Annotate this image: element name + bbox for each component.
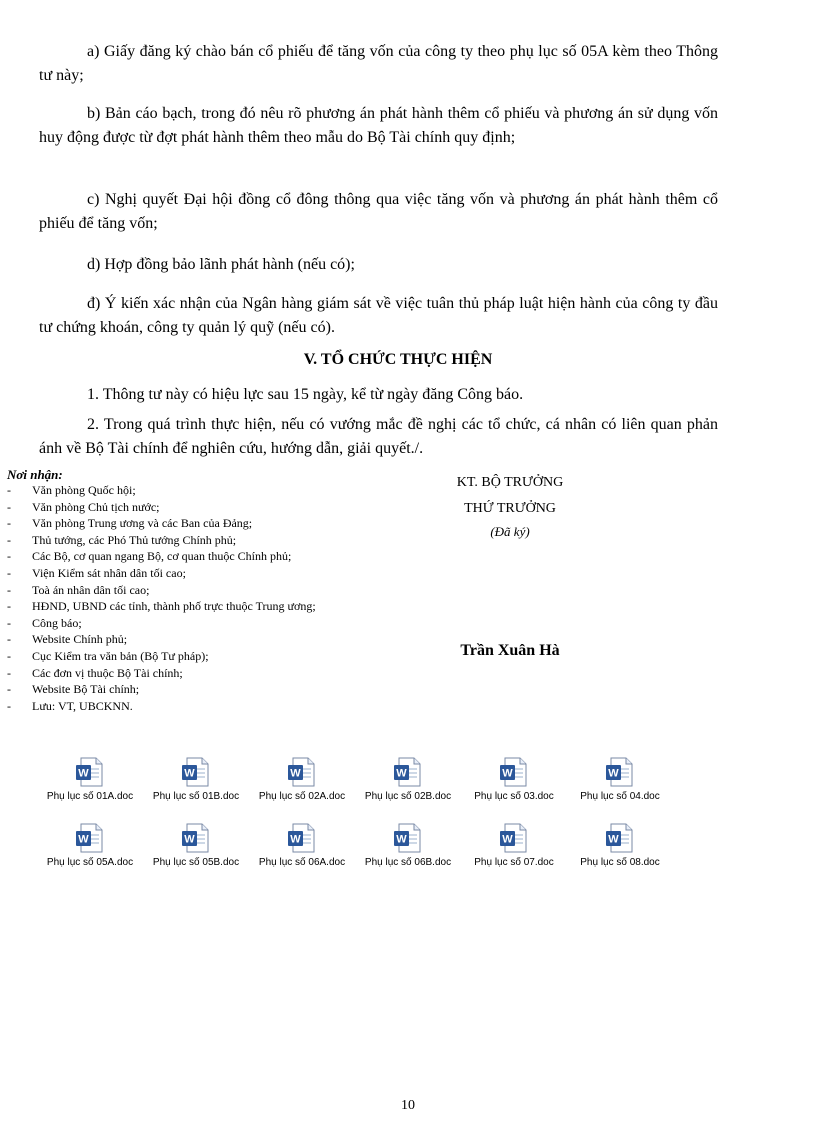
word-doc-icon: [285, 755, 319, 789]
recipient-item: - Toà án nhân dân tối cao;: [7, 582, 337, 599]
word-doc-icon: [73, 755, 107, 789]
svg-text:W: W: [184, 833, 195, 846]
attachment-label: Phụ lục số 04.doc: [580, 791, 660, 802]
recipient-item: - Văn phòng Quốc hội;: [7, 482, 337, 499]
svg-text:W: W: [396, 833, 407, 846]
attachment-label: Phụ lục số 06B.doc: [364, 857, 452, 868]
attachment-label: Phụ lục số 07.doc: [474, 857, 554, 868]
recipient-item: - Viện Kiểm sát nhân dân tối cao;: [7, 565, 337, 582]
svg-text:W: W: [502, 833, 513, 846]
page-number: 10: [401, 1098, 415, 1113]
recipient-item: - Website Chính phủ;: [7, 631, 337, 648]
signature-signed-note: (Đã ký): [490, 524, 530, 539]
svg-text:W: W: [78, 833, 89, 846]
word-doc-icon: [603, 821, 637, 855]
attachment-label: Phụ lục số 02B.doc: [364, 791, 452, 802]
svg-text:W: W: [290, 833, 301, 846]
attachment-label: Phụ lục số 03.doc: [474, 791, 554, 802]
recipient-item: - Lưu: VT, UBCKNN.: [7, 698, 337, 715]
paragraph-d: d) Hợp đồng bảo lãnh phát hành (nếu có);: [87, 256, 355, 273]
attachment-file[interactable]: [353, 755, 463, 802]
attachment-file[interactable]: [565, 821, 675, 868]
attachment-file[interactable]: [247, 755, 357, 802]
recipient-item: - Website Bộ Tài chính;: [7, 681, 337, 698]
paragraph-b: b) Bản cáo bạch, trong đó nêu rõ phương án phát hành thêm cổ phiếu và phương án sử dụng vốn huy động được từ đợt phát hành thêm theo mẫu do Bộ Tài chính quy định;: [39, 105, 718, 146]
word-doc-icon: [179, 755, 213, 789]
word-doc-icon: [285, 821, 319, 855]
attachment-label: Phụ lục số 02A.doc: [258, 791, 346, 802]
signature-subtitle: THỨ TRƯỞNG: [464, 501, 556, 516]
recipients-list: [7, 482, 337, 714]
word-doc-icon: [391, 821, 425, 855]
recipient-item: - Công báo;: [7, 615, 337, 632]
recipient-item: - Văn phòng Trung ương và các Ban của Đảng;: [7, 515, 337, 532]
word-doc-icon: [603, 755, 637, 789]
attachment-file[interactable]: [141, 755, 251, 802]
signer-name: Trần Xuân Hà: [460, 642, 560, 659]
paragraph-a: a) Giấy đăng ký chào bán cổ phiếu để tăng vốn của công ty theo phụ lục số 05A kèm theo Thông tư này;: [39, 43, 718, 84]
attachment-file[interactable]: [565, 755, 675, 802]
svg-text:W: W: [502, 767, 513, 780]
recipient-item: - Văn phòng Chủ tịch nước;: [7, 499, 337, 516]
recipient-item: - Các Bộ, cơ quan ngang Bộ, cơ quan thuộc Chính phủ;: [7, 548, 337, 565]
recipient-item: - Cục Kiểm tra văn bản (Bộ Tư pháp);: [7, 648, 337, 665]
svg-text:W: W: [184, 767, 195, 780]
paragraph-dd: đ) Ý kiến xác nhận của Ngân hàng giám sát về việc tuân thủ pháp luật hiện hành của công ty đầu tư chứng khoán, công ty quản lý quỹ (nếu có).: [39, 295, 718, 336]
attachment-file[interactable]: [247, 821, 357, 868]
word-doc-icon: [179, 821, 213, 855]
svg-text:W: W: [608, 833, 619, 846]
attachment-label: Phụ lục số 05A.doc: [46, 857, 134, 868]
word-doc-icon: [73, 821, 107, 855]
attachment-label: Phụ lục số 01A.doc: [46, 791, 134, 802]
attachment-file[interactable]: [35, 821, 145, 868]
attachment-file[interactable]: [459, 821, 569, 868]
paragraph-c: c) Nghị quyết Đại hội đồng cổ đông thông qua việc tăng vốn và phương án phát hành thêm cổ phiếu để tăng vốn;: [39, 191, 718, 232]
attachment-file[interactable]: [353, 821, 463, 868]
svg-text:W: W: [396, 767, 407, 780]
implementation-item-2: 2. Trong quá trình thực hiện, nếu có vướng mắc đề nghị các tổ chức, cá nhân có liên quan phản ánh về Bộ Tài chính để nghiên cứu, hướng dẫn, giải quyết./.: [39, 416, 718, 457]
svg-text:W: W: [78, 767, 89, 780]
recipient-item: - Thủ tướng, các Phó Thủ tướng Chính phủ;: [7, 532, 337, 549]
recipient-item: - HĐND, UBND các tỉnh, thành phố trực thuộc Trung ương;: [7, 598, 337, 615]
recipients-title: Nơi nhận:: [7, 467, 63, 482]
signature-block: [395, 470, 625, 540]
attachment-file[interactable]: [35, 755, 145, 802]
attachment-file[interactable]: [141, 821, 251, 868]
attachment-label: Phụ lục số 06A.doc: [258, 857, 346, 868]
word-doc-icon: [497, 821, 531, 855]
section-heading: V. TỔ CHỨC THỰC HIỆN: [303, 351, 493, 368]
attachment-label: Phụ lục số 08.doc: [580, 857, 660, 868]
signature-title: KT. BỘ TRƯỞNG: [456, 475, 564, 490]
svg-text:W: W: [608, 767, 619, 780]
implementation-item-1: 1. Thông tư này có hiệu lực sau 15 ngày, kể từ ngày đăng Công báo.: [87, 386, 524, 403]
recipient-item: - Các đơn vị thuộc Bộ Tài chính;: [7, 665, 337, 682]
recipients-block: [7, 467, 337, 714]
attachment-file[interactable]: [459, 755, 569, 802]
attachment-label: Phụ lục số 01B.doc: [152, 791, 240, 802]
svg-text:W: W: [290, 767, 301, 780]
word-doc-icon: [497, 755, 531, 789]
attachment-label: Phụ lục số 05B.doc: [152, 857, 240, 868]
word-doc-icon: [391, 755, 425, 789]
